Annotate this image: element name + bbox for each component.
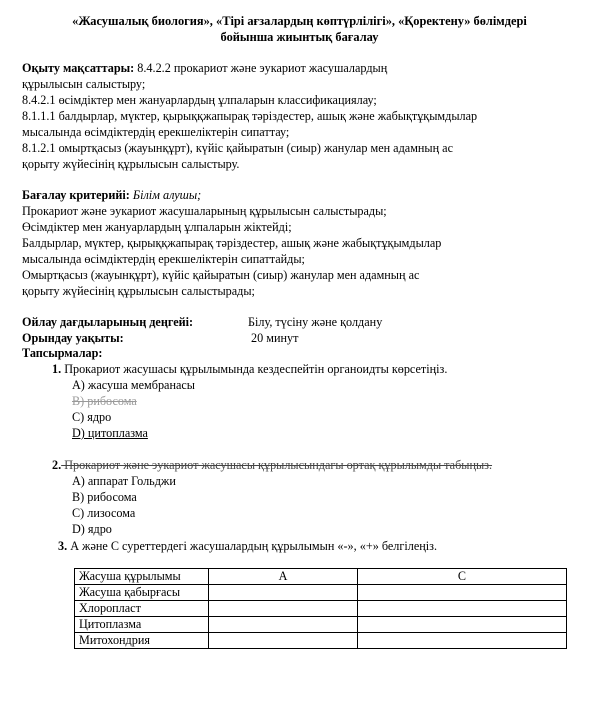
document-title-line-1: «Жасушалық биология», «Тірі ағзалардың көптүрлілігі», «Қоректену» бөлімдері [72,14,527,28]
table-header-structure: Жасуша құрылымы [75,569,209,585]
table-row [75,617,567,633]
criteria-heading-line [22,188,201,202]
criteria-line-3: Балдырлар, мүктер, қырыққжапырақ тәріздестер, ашық және жабықтұқымдылар [22,236,442,250]
table-header-c: C [358,569,567,585]
question-1-option-a: A) жасуша мембранасы [72,378,195,392]
question-2-option-a: A) аппарат Гольджи [72,474,176,488]
question-2-option-d: D) ядро [72,522,112,536]
criteria-line-1: Прокариот және эукариот жасушаларының құрылысын салыстырады; [22,204,387,218]
question-2 [52,458,492,472]
criteria-subheading: Білім алушы; [129,188,202,202]
table-row [75,585,567,601]
table-row [75,601,567,617]
table-cell-c[interactable] [358,601,567,617]
criteria-line-4: мысалында өсімдіктердің ерекшеліктерін сипаттайды; [22,252,305,266]
skills-label: Ойлау дағдыларының деңгейі: [22,315,194,329]
table-cell-a[interactable] [209,617,358,633]
objectives-line-2: құрылысын салыстыру; [22,77,146,91]
question-2-text: Прокариот және эукариот жасушасы құрылысындағы ортақ құрылымды табыңыз. [61,458,493,472]
cell-structure-table [74,568,567,649]
criteria-line-6: қорыту жүйесінің құрылысын салыстырады; [22,284,255,298]
table-cell-a[interactable] [209,601,358,617]
table-row-label: Хлоропласт [75,601,209,617]
objectives-line-4: 8.1.1.1 балдырлар, мүктер, қырыққжапырақ тәріздестер, ашық және жабықтұқымдылар [22,109,478,123]
table-cell-a[interactable] [209,585,358,601]
table-header-a: A [209,569,358,585]
question-2-option-c: C) лизосома [72,506,136,520]
time-value: 20 минут [251,331,299,345]
objectives-heading: Оқыту мақсаттары: [22,61,135,75]
table-row-label: Митохондрия [75,633,209,649]
criteria-line-2: Өсімдіктер мен жануарлардың ұлпаларын жіктейді; [22,220,292,234]
objectives-line-1: Оқыту мақсаттары: 8.4.2.2 прокариот және эукариот жасушалардың [22,61,388,75]
objectives-line-6: 8.1.2.1 омыртқасыз (жауынқұрт), күйіс қайыратын (сиыр) жанулар мен адамның ас [22,141,454,155]
table-header-row [75,569,567,585]
question-2-option-b: B) рибосома [72,490,137,504]
objectives-line-5: мысалында өсімдіктердің ерекшеліктерін сипаттау; [22,125,290,139]
criteria-heading: Бағалау критерийі: [22,188,130,202]
document-title-line-2: бойынша жиынтық бағалау [220,30,379,44]
objectives-line-3: 8.4.2.1 өсімдіктер мен жануарлардың ұлпаларын классификациялау; [22,93,377,107]
table-row [75,633,567,649]
question-1-option-c: C) ядро [72,410,112,424]
question-3 [58,539,437,553]
question-1-text: Прокариот жасушасы құрылымында кездеспейтін органоидты көрсетіңіз. [61,362,448,376]
question-2-number: 2. [52,458,62,472]
question-1-number: 1. [52,362,62,376]
criteria-line-5: Омыртқасыз (жауынқұрт), күйіс қайыратын (сиыр) жанулар мен адамның ас [22,268,420,282]
question-3-number: 3. [58,539,68,553]
tasks-heading: Тапсырмалар: [22,346,103,360]
skills-value: Білу, түсіну және қолдану [248,315,383,329]
table-cell-c[interactable] [358,617,567,633]
question-3-text: А және С суреттердегі жасушалардың құрылымын «-», «+» белгілеңіз. [67,539,438,553]
question-1-option-b: B) рибосома [72,394,137,408]
time-label: Орындау уақыты: [22,331,124,345]
table-row-label: Цитоплазма [75,617,209,633]
table-cell-a[interactable] [209,633,358,649]
table-row-label: Жасуша қабырғасы [75,585,209,601]
objectives-line-7: қорыту жүйесінің құрылысын салыстыру. [22,157,240,171]
question-1 [52,362,447,376]
question-1-option-d: D) цитоплазма [72,426,148,440]
table-cell-c[interactable] [358,633,567,649]
table-cell-c[interactable] [358,585,567,601]
